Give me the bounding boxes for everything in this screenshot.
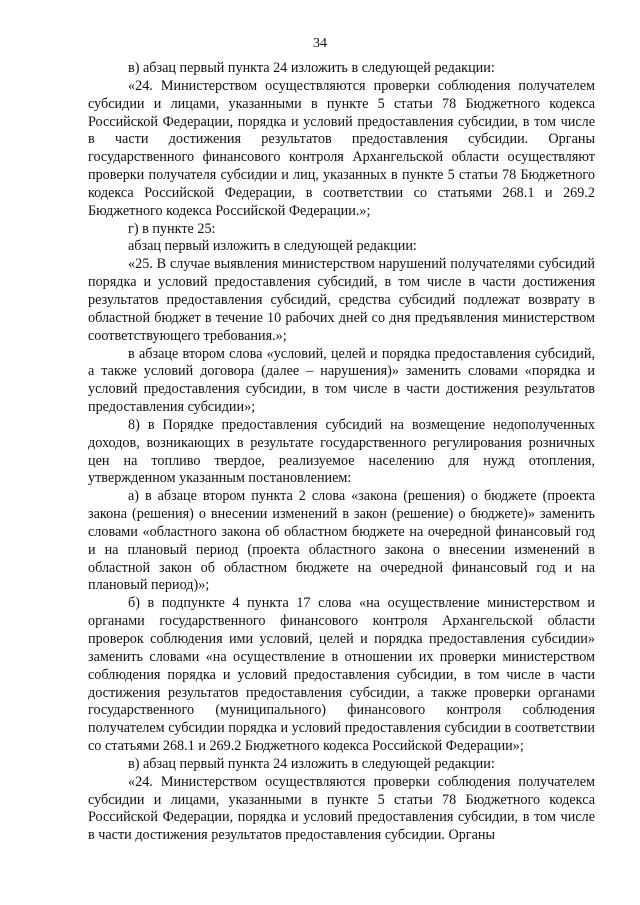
paragraph: в абзаце втором слова «условий, целей и порядка предоставления субсидий, а также условий договора (далее – нарушения)» заменить словами «порядка и условий предоставления субсидии, в том числе в части достижения результатов предоставления субсидии»; [88,345,595,416]
paragraph: б) в подпункте 4 пункта 17 слова «на осуществление министерством и органами государственного финансового контроля Архангельской области проверок соблюдения ими условий, целей и порядка предоставления субсидии» заменить словами «на осуществление в отношении их проверки министерством соблюдения порядка и условий предоставления субсидии, в том числе в части достижения результатов предоставления субсидии, а также проверки органами государственного (муниципального) финансового контроля соблюдения получателем субсидии порядка и условий предоставления субсидии в соответствии со статьями 268.1 и 269.2 Бюджетного кодекса Российской Федерации»; [88,595,595,755]
document-body [88,60,595,845]
paragraph: абзац первый изложить в следующей редакции: [128,238,417,255]
paragraph: г) в пункте 25: [128,220,216,237]
paragraph: в) абзац первый пункта 24 изложить в следующей редакции: [128,60,495,76]
page-number: 34 [313,36,327,51]
paragraph: в) абзац первый пункта 24 изложить в следующей редакции: [128,755,495,772]
paragraph: а) в абзаце втором пункта 2 слова «закона (решения) о бюджете (проекта закона (решения) о внесении изменений в закон (решение) о бюджете)» заменить словами «областного закона об областном бюджете на очередной финансовый год и на плановый период (проекта областного закона о внесении изменений в областной закон об областном бюджете на очередной финансовый год и на плановый период)»; [88,488,595,594]
paragraph: «24. Министерством осуществляются проверки соблюдения получателем субсидии и лицами, указанными в пункте 5 статьи 78 Бюджетного кодекса Российской Федерации, порядка и условий предоставления субсидии, в том числе в части достижения результатов предоставления субсидии. Органы государственного финансового контроля Архангельской области осуществляют проверки получателя субсидии и лиц, указанных в пункте 5 статьи 78 Бюджетного кодекса Российской Федерации, в соответствии со статьями 268.1 и 269.2 Бюджетного кодекса Российской Федерации.»; [88,77,595,219]
paragraph: 8) в Порядке предоставления субсидий на возмещение недополученных доходов, возникающих в результате государственного регулирования розничных цен на топливо твердое, реализуемое населению для нужд отопления, утвержденном указанным постановлением: [88,416,595,487]
paragraph: «25. В случае выявления министерством нарушений получателями субсидий порядка и условий предоставления субсидий, в том числе в части достижения результатов предоставления субсидий, средства субсидий подлежат возврату в областной бюджет в течение 10 рабочих дней со дня предъявления министерством соответствующего требования.»; [88,256,595,344]
paragraph: «24. Министерством осуществляются проверки соблюдения получателем субсидии и лицами, указанными в пункте 5 статьи 78 Бюджетного кодекса Российской Федерации, порядка и условий предоставления субсидии, в том числе в части достижения результатов предоставления субсидии. Органы [88,773,595,844]
